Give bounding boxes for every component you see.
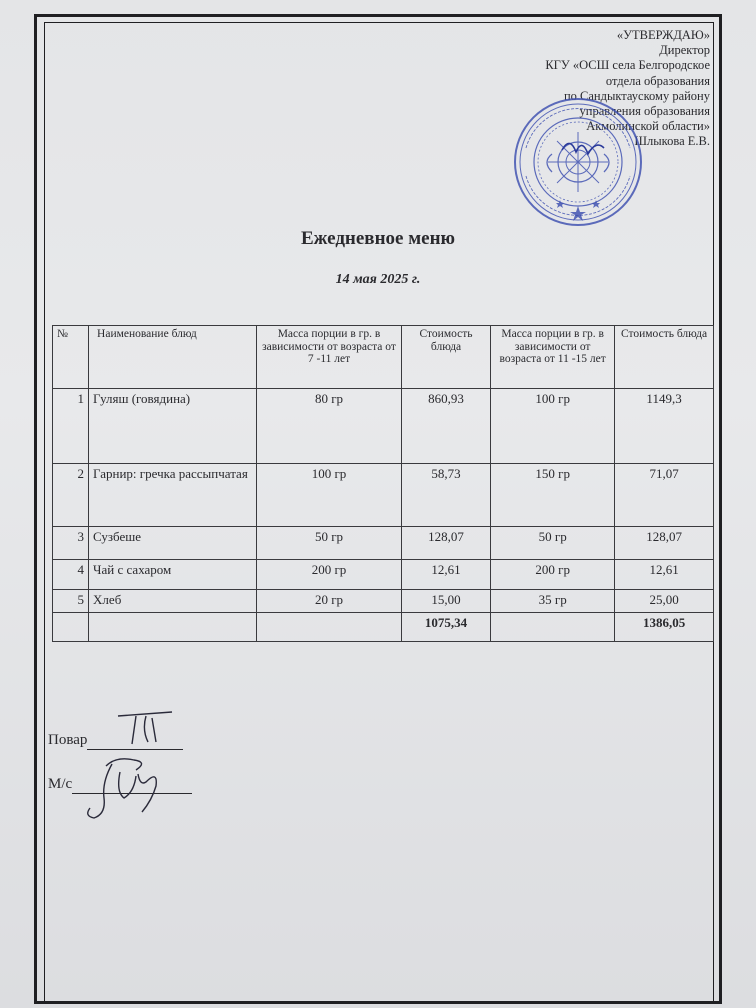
menu-date: 14 мая 2025 г.	[335, 272, 421, 287]
approval-line: Акмолинской области»	[586, 119, 710, 134]
totals-empty-cell	[491, 613, 615, 642]
dish-name: Гуляш (говядина)	[89, 389, 257, 464]
totals-empty-cell	[257, 613, 402, 642]
header-dish-name: Наименование блюд	[89, 326, 257, 389]
approval-signer: Шлыкова Е.В.	[634, 134, 710, 149]
nurse-label: М/с	[48, 776, 73, 792]
price-7-11: 15,00	[401, 590, 490, 613]
nurse-signature-icon	[76, 752, 172, 824]
row-num: 1	[53, 389, 89, 464]
dish-name: Хлеб	[89, 590, 257, 613]
mass-11-15: 35 гр	[491, 590, 615, 613]
row-num: 5	[53, 590, 89, 613]
mass-11-15: 200 гр	[491, 560, 615, 590]
approval-line: Директор	[659, 43, 710, 58]
page-title: Ежедневное меню	[300, 228, 456, 249]
dish-name: Сузбеше	[89, 527, 257, 560]
price-11-15: 1149,3	[615, 389, 714, 464]
totals-empty-cell	[53, 613, 89, 642]
table-row	[53, 560, 714, 590]
cook-signature-icon	[112, 708, 182, 748]
price-7-11: 12,61	[401, 560, 490, 590]
price-11-15: 25,00	[615, 590, 714, 613]
header-num: №	[53, 326, 89, 389]
header-price-7-11: Стоимость блюда	[401, 326, 490, 389]
cook-label: Повар	[48, 732, 88, 748]
table-header-row	[53, 326, 714, 389]
mass-7-11: 50 гр	[257, 527, 402, 560]
price-7-11: 58,73	[401, 464, 490, 527]
dish-name: Гарнир: гречка рассыпчатая	[89, 464, 257, 527]
approval-line: управления образования	[579, 104, 710, 119]
dish-name: Чай с сахаром	[89, 560, 257, 590]
menu-table	[52, 325, 714, 642]
row-num: 4	[53, 560, 89, 590]
approval-line: КГУ «ОСШ села Белгородское	[545, 58, 710, 73]
mass-7-11: 20 гр	[257, 590, 402, 613]
price-11-15: 71,07	[615, 464, 714, 527]
header-mass-7-11: Масса порции в гр. в зависимости от возраста от 7 -11 лет	[257, 326, 402, 389]
total-price-7-11: 1075,34	[401, 613, 490, 642]
price-11-15: 12,61	[615, 560, 714, 590]
price-11-15: 128,07	[615, 527, 714, 560]
approval-line: по Сандыктаускому району	[563, 88, 710, 103]
totals-row	[53, 613, 714, 642]
table-row	[53, 590, 714, 613]
table-row	[53, 389, 714, 464]
table-row	[53, 527, 714, 560]
price-7-11: 860,93	[401, 389, 490, 464]
mass-11-15: 150 гр	[491, 464, 615, 527]
approval-line: отдела образования	[605, 73, 710, 88]
totals-empty-cell	[89, 613, 257, 642]
header-mass-11-15: Масса порции в гр. в зависимости от возраста от 11 -15 лет	[491, 326, 615, 389]
mass-7-11: 80 гр	[257, 389, 402, 464]
official-seal-icon	[512, 96, 644, 228]
mass-7-11: 100 гр	[257, 464, 402, 527]
total-price-11-15: 1386,05	[615, 613, 714, 642]
mass-11-15: 50 гр	[491, 527, 615, 560]
row-num: 2	[53, 464, 89, 527]
approval-line: «УТВЕРЖДАЮ»	[616, 28, 710, 42]
header-price-11-15: Стоимость блюда	[615, 326, 714, 389]
table-row	[53, 464, 714, 527]
mass-11-15: 100 гр	[491, 389, 615, 464]
price-7-11: 128,07	[401, 527, 490, 560]
mass-7-11: 200 гр	[257, 560, 402, 590]
row-num: 3	[53, 527, 89, 560]
